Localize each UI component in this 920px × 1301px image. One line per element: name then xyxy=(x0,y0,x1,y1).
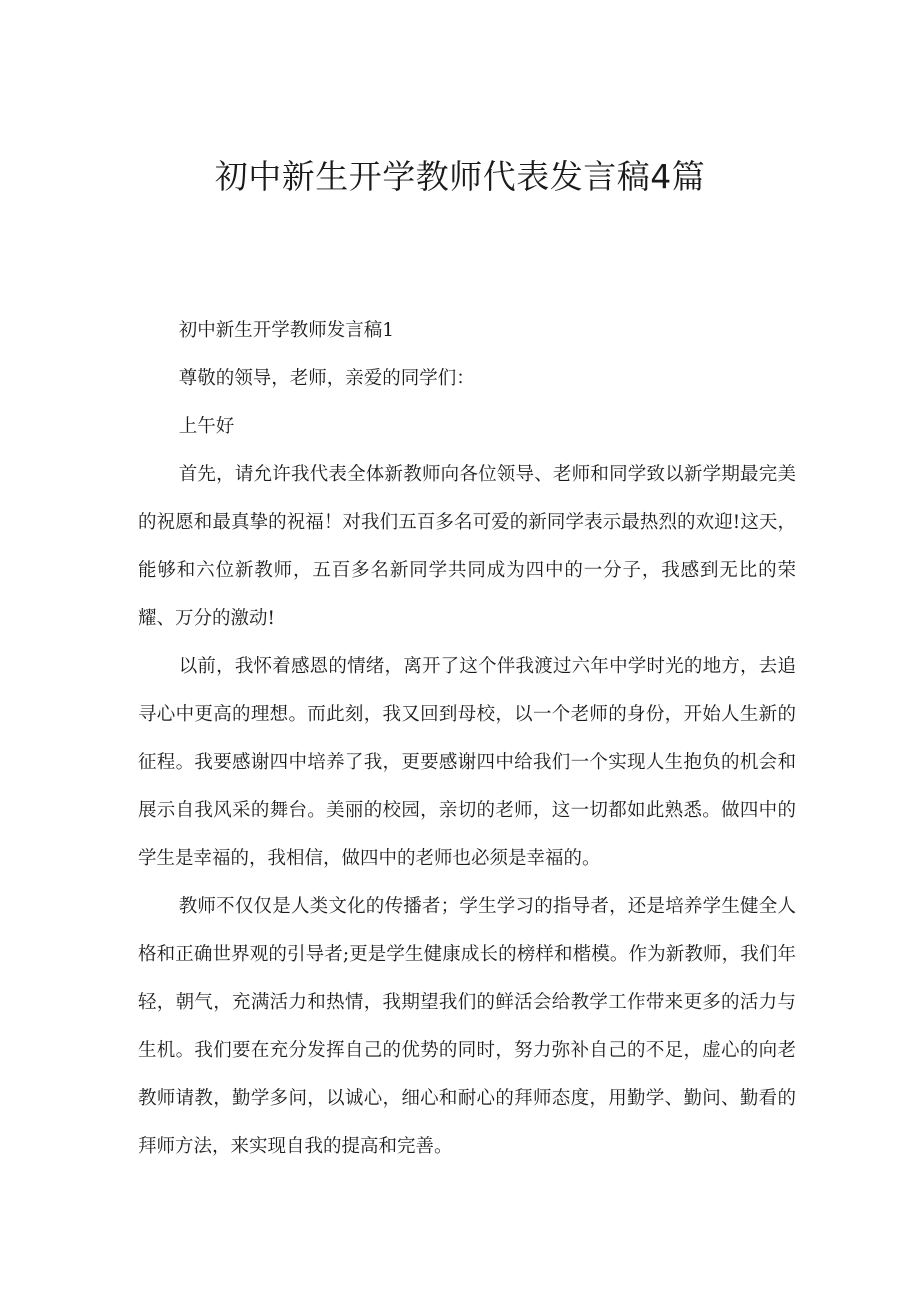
paragraph: 以前，我怀着感恩的情绪，离开了这个伴我渡过六年中学时光的地方，去追寻心中更高的理想。而此刻，我又回到母校，以一个老师的身份，开始人生新的征程。我要感谢四中培养了我，更要感谢四中给我们一个实现人生抱负的机会和展示自我风采的舞台。美丽的校园，亲切的老师，这一切都如此熟悉。做四中的学生是幸福的，我相信，做四中的老师也必须是幸福的。 xyxy=(138,656,796,869)
section-heading: 初中新生开学教师发言稿1 xyxy=(178,320,394,341)
paragraph: 首先，请允许我代表全体新教师向各位领导、老师和同学致以新学期最完美的祝愿和最真挚的祝福！对我们五百多名可爱的新同学表示最热烈的欢迎!这天，能够和六位新教师，五百多名新同学共同成为四中的一分子，我感到无比的荣耀、万分的激动! xyxy=(138,464,796,629)
salutation: 尊敬的领导，老师，亲爱的同学们： xyxy=(178,368,475,389)
document-body xyxy=(138,307,796,1171)
paragraph: 教师不仅仅是人类文化的传播者；学生学习的指导者，还是培养学生健全人格和正确世界观的引导者;更是学生健康成长的榜样和楷模。作为新教师，我们年轻，朝气，充满活力和热情，我期望我们的鲜活会给教学工作带来更多的活力与生机。我们要在充分发挥自己的优势的同时，努力弥补自己的不足，虚心的向老教师请教，勤学多问，以诚心，细心和耐心的拜师态度，用勤学、勤问、勤看的拜师方法，来实现自我的提高和完善。 xyxy=(138,896,796,1157)
document-title: 初中新生开学教师代表发言稿4篇 xyxy=(214,157,706,196)
greeting: 上午好 xyxy=(178,416,235,437)
